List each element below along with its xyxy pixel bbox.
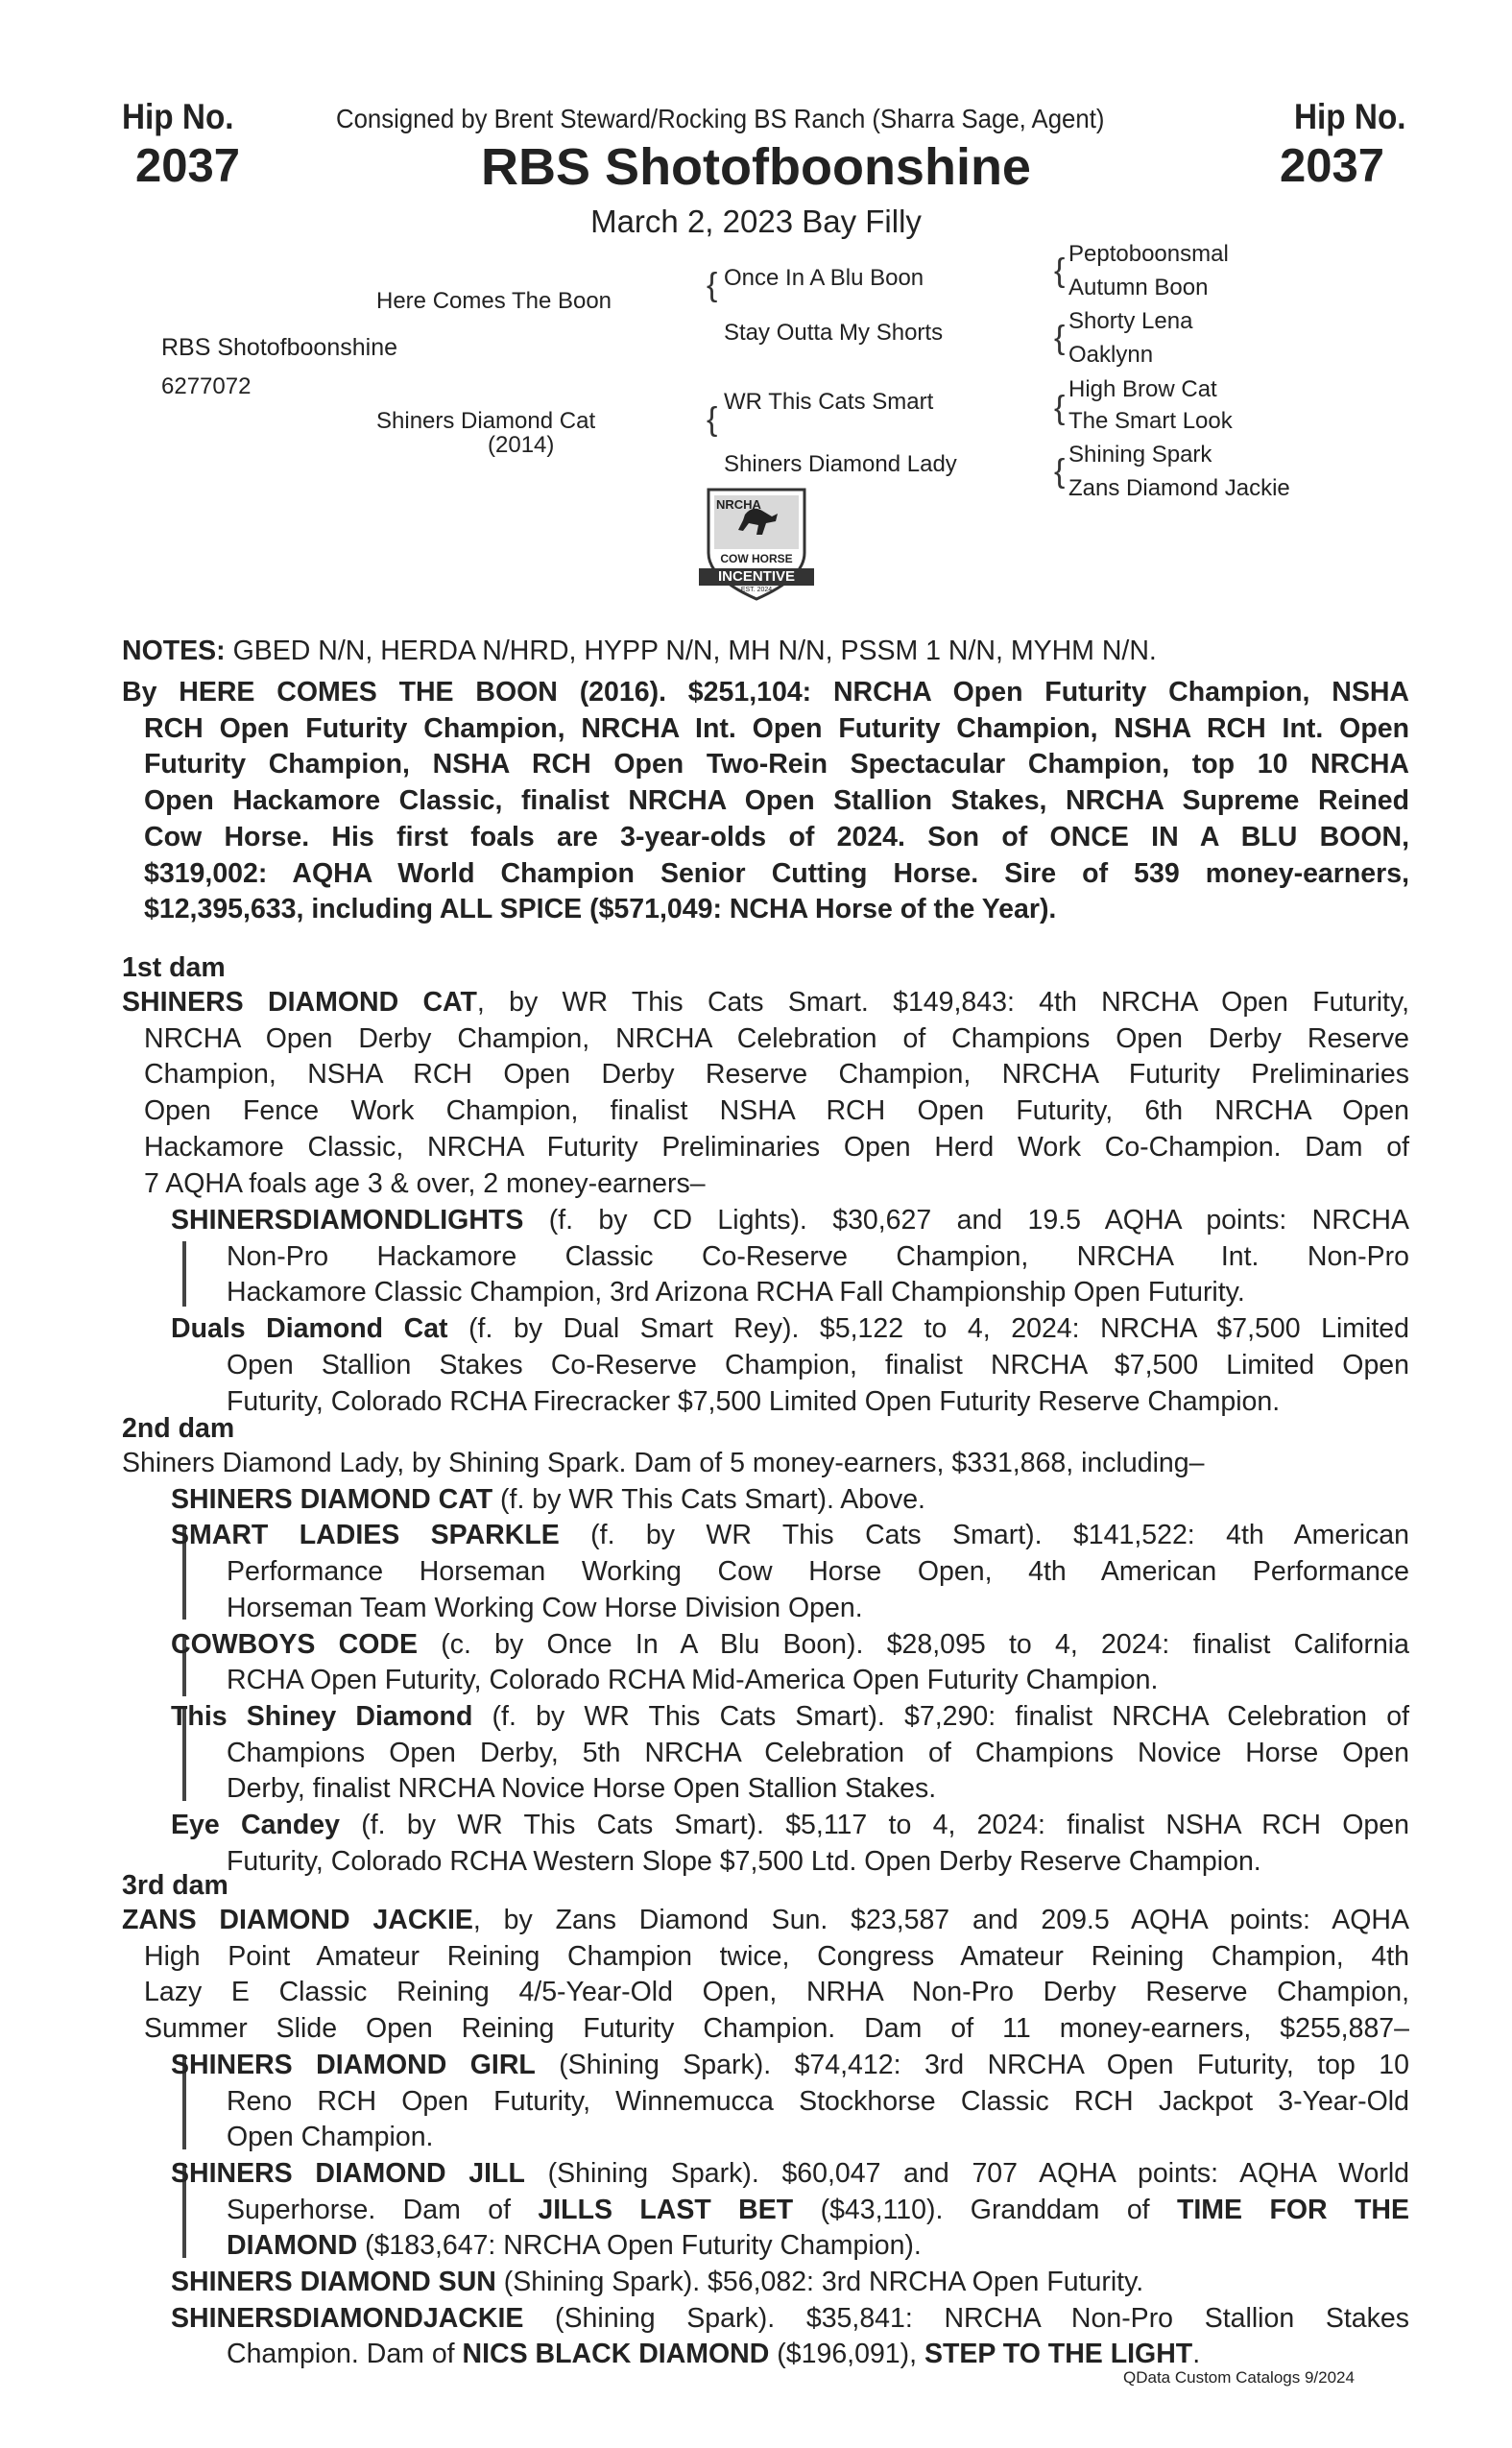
brace-g4: { bbox=[1054, 453, 1066, 490]
bold-text: Duals Diamond Cat bbox=[171, 1313, 448, 1345]
bold-text: SHINERS DIAMOND JILL bbox=[171, 2157, 525, 2189]
bold-text: SHINERS DIAMOND CAT bbox=[171, 1483, 493, 1515]
dam1-heading: 1st dam bbox=[122, 952, 226, 983]
text-run: ($183,647: NRCHA Open Futurity Champion). bbox=[357, 2230, 922, 2262]
bold-text: SMART LADIES SPARKLE bbox=[171, 1520, 560, 1551]
brace-dam: { bbox=[707, 401, 718, 438]
text-run: (Shining Spark). $35,841: NRCHA Non-Pro Stallion Stakes bbox=[523, 2302, 1409, 2334]
produce-line bbox=[171, 1484, 1409, 1516]
text-run: (f. by CD Lights). $30,627 and 19.5 AQHA points: NRCHA bbox=[523, 1205, 1409, 1236]
produce-cont-line: Derby, finalist NRCHA Novice Horse Open Stallion Stakes. bbox=[227, 1773, 937, 1805]
bold-text: JILLS LAST BET bbox=[538, 2194, 794, 2225]
dam2-heading: 2nd dam bbox=[122, 1413, 235, 1444]
dam1-line: Champion, NSHA RCH Open Derby Reserve Champion, NRCHA Futurity Preliminaries bbox=[144, 1059, 1409, 1091]
pedigree-dam-dam: Shiners Diamond Lady bbox=[724, 451, 957, 477]
sire-line: RCH Open Futurity Champion, NRCHA Int. Open Futurity Champion, NSHA RCH Int. Open bbox=[144, 712, 1409, 744]
sire-line: Futurity Champion, NSHA RCH Open Two-Rein Spectacular Champion, top 10 NRCHA bbox=[144, 749, 1409, 780]
text-run: (f. by WR This Cats Smart). Above. bbox=[492, 1483, 925, 1515]
dam2-intro: Shiners Diamond Lady, by Shining Spark. Dam of 5 money-earners, $331,868, including– bbox=[122, 1448, 1205, 1478]
sire-line: Open Hackamore Classic, finalist NRCHA Open Stallion Stakes, NRCHA Supreme Reined bbox=[144, 785, 1409, 817]
produce-line bbox=[171, 1629, 1409, 1661]
text-run: ($43,110). Granddam of bbox=[793, 2194, 1177, 2225]
produce-line bbox=[171, 1520, 1409, 1551]
brace-g1: { bbox=[1054, 252, 1066, 289]
bold-text: This Shiney Diamond bbox=[171, 1700, 473, 1732]
pedigree-dam: Shiners Diamond Cat bbox=[376, 408, 596, 434]
dam1-line bbox=[122, 987, 1409, 1019]
hip-label-right: Hip No. bbox=[1294, 97, 1406, 136]
dam1-line: NRCHA Open Derby Champion, NRCHA Celebration of Champions Open Derby Reserve bbox=[144, 1022, 1409, 1054]
badge-line2: INCENTIVE bbox=[717, 568, 795, 585]
badge-line3: EST. 2024 bbox=[740, 587, 773, 593]
produce-bar bbox=[182, 1241, 186, 1307]
bold-text: ZANS DIAMOND JACKIE bbox=[122, 1905, 473, 1935]
bold-text: DIAMOND bbox=[227, 2230, 358, 2262]
produce-cont-line bbox=[227, 2195, 1409, 2226]
produce-line bbox=[171, 2303, 1409, 2335]
text-run: (Shining Spark). $74,412: 3rd NRCHA Open Futurity, top 10 bbox=[535, 2049, 1409, 2080]
notes-text: GBED N/N, HERDA N/HRD, HYPP N/N, MH N/N, PSSM 1 N/N, MYHM N/N. bbox=[225, 636, 1157, 666]
pedigree-g7: Shining Spark bbox=[1068, 442, 1212, 468]
horse-name: RBS Shotofboonshine bbox=[481, 138, 1031, 196]
badge-line1: COW HORSE bbox=[720, 552, 793, 565]
pedigree-g6: The Smart Look bbox=[1068, 408, 1233, 434]
dam1-line: Open Fence Work Champion, finalist NSHA RCH Open Futurity, 6th NRCHA Open bbox=[144, 1095, 1409, 1127]
produce-line bbox=[171, 2050, 1409, 2081]
dam3-line: High Point Amateur Reining Champion twice, Congress Amateur Reining Champion, 4th bbox=[144, 1940, 1409, 1972]
pedigree-g5: High Brow Cat bbox=[1068, 376, 1217, 402]
produce-line bbox=[171, 2267, 1409, 2298]
footer-credit: QData Custom Catalogs 9/2024 bbox=[1123, 2368, 1355, 2387]
bold-text: STEP TO THE LIGHT bbox=[924, 2339, 1193, 2370]
hip-number-left: 2037 bbox=[135, 140, 241, 192]
pedigree-sire-dam: Stay Outta My Shorts bbox=[724, 320, 944, 346]
produce-cont-line: Futurity, Colorado RCHA Western Slope $7,500 Ltd. Open Derby Reserve Champion. bbox=[227, 1845, 1261, 1877]
produce-cont-line: Open Stallion Stakes Co-Reserve Champion, finalist NRCHA $7,500 Limited Open bbox=[227, 1349, 1409, 1380]
pedigree-sire-sire: Once In A Blu Boon bbox=[724, 265, 924, 291]
text-run: , by WR This Cats Smart. $149,843: 4th NRCHA Open Futurity, bbox=[476, 987, 1410, 1018]
text-run: . bbox=[1192, 2339, 1201, 2370]
pedigree-g4: Oaklynn bbox=[1068, 342, 1154, 368]
text-run: ($196,091), bbox=[769, 2339, 924, 2370]
sire-line: Cow Horse. His first foals are 3-year-olds of 2024. Son of ONCE IN A BLU BOON, bbox=[144, 821, 1409, 852]
bold-text: SHINERSDIAMONDLIGHTS bbox=[171, 1205, 524, 1236]
produce-line bbox=[171, 1313, 1409, 1345]
bold-text: SHINERS DIAMOND GIRL bbox=[171, 2049, 536, 2080]
dam1-line: Hackamore Classic, NRCHA Futurity Preliminaries Open Herd Work Co-Champion. Dam of bbox=[144, 1131, 1409, 1163]
bold-text: COWBOYS CODE bbox=[171, 1628, 419, 1660]
dam1-line: 7 AQHA foals age 3 & over, 2 money-earners– bbox=[144, 1167, 706, 1199]
dam3-line: Lazy E Classic Reining 4/5-Year-Old Open, NRHA Non-Pro Derby Reserve Champion, bbox=[144, 1977, 1409, 2008]
produce-cont-line: Futurity, Colorado RCHA Firecracker $7,500 Limited Open Futurity Reserve Champion. bbox=[227, 1385, 1281, 1417]
text-run: (f. by WR This Cats Smart). $141,522: 4th American bbox=[559, 1520, 1409, 1551]
sire-line: $319,002: AQHA World Champion Senior Cutting Horse. Sire of 539 money-earners, bbox=[144, 857, 1409, 889]
birth-info: March 2, 2023 Bay Filly bbox=[590, 204, 922, 239]
produce-cont-line: Reno RCH Open Futurity, Winnemucca Stockhorse Classic RCH Jackpot 3-Year-Old bbox=[227, 2085, 1409, 2117]
produce-cont-line: Performance Horseman Working Cow Horse Open, 4th American Performance bbox=[227, 1556, 1409, 1588]
dam3-line: Summer Slide Open Reining Futurity Champion. Dam of 11 money-earners, $255,887– bbox=[144, 2013, 1409, 2045]
brace-sire: { bbox=[707, 267, 718, 303]
sire-line: By HERE COMES THE BOON (2016). $251,104: NRCHA Open Futurity Champion, NSHA bbox=[122, 677, 1409, 708]
pedigree-subject: RBS Shotofboonshine bbox=[161, 334, 398, 361]
produce-cont-line: Hackamore Classic Champion, 3rd Arizona RCHA Fall Championship Open Futurity. bbox=[227, 1277, 1245, 1308]
produce-line bbox=[171, 1810, 1409, 1841]
text-run: (f. by WR This Cats Smart). $7,290: finalist NRCHA Celebration of bbox=[472, 1700, 1409, 1732]
pedigree-g1: Peptoboonsmal bbox=[1068, 241, 1229, 267]
produce-cont-line: Non-Pro Hackamore Classic Co-Reserve Champion, NRCHA Int. Non-Pro bbox=[227, 1240, 1409, 1272]
bold-text: Eye Candey bbox=[171, 1810, 340, 1840]
produce-line bbox=[171, 2158, 1409, 2190]
produce-cont-line bbox=[227, 2339, 1409, 2370]
sire-line: $12,395,633, including ALL SPICE ($571,049: NCHA Horse of the Year). bbox=[144, 894, 1057, 925]
pedigree-g3: Shorty Lena bbox=[1068, 308, 1193, 334]
notes bbox=[122, 636, 1157, 667]
produce-cont-line: RCHA Open Futurity, Colorado RCHA Mid-America Open Futurity Champion. bbox=[227, 1665, 1159, 1696]
text-run: (Shining Spark). $60,047 and 707 AQHA points: AQHA World bbox=[524, 2157, 1409, 2189]
text-run: Champion. Dam of bbox=[227, 2339, 463, 2370]
hip-number-right: 2037 bbox=[1280, 140, 1385, 192]
consignor: Consigned by Brent Steward/Rocking BS Ranch (Sharra Sage, Agent) bbox=[336, 104, 1105, 133]
pedigree-g8: Zans Diamond Jackie bbox=[1068, 475, 1290, 501]
dam3-line bbox=[122, 1905, 1409, 1936]
produce-cont-line: Horseman Team Working Cow Horse Division Open. bbox=[227, 1592, 863, 1623]
text-run: Superhorse. Dam of bbox=[227, 2194, 539, 2225]
badge-top-text: NRCHA bbox=[716, 497, 761, 512]
pedigree-dam-sire: WR This Cats Smart bbox=[724, 389, 934, 415]
dam3-heading: 3rd dam bbox=[122, 1870, 228, 1901]
bold-text: SHINERSDIAMONDJACKIE bbox=[171, 2302, 524, 2334]
produce-line bbox=[171, 1205, 1409, 1236]
produce-line bbox=[171, 1701, 1409, 1733]
text-run: (Shining Spark). $56,082: 3rd NRCHA Open Futurity. bbox=[495, 2267, 1144, 2297]
bold-text: SHINERS DIAMOND SUN bbox=[171, 2267, 496, 2297]
bold-text: TIME FOR THE bbox=[1176, 2194, 1410, 2225]
bold-text: NICS BLACK DIAMOND bbox=[462, 2339, 770, 2370]
text-run: (c. by Once In A Blu Boon). $28,095 to 4, 2024: finalist California bbox=[418, 1628, 1409, 1660]
hip-label-left: Hip No. bbox=[122, 97, 234, 136]
produce-cont-line: Open Champion. bbox=[227, 2122, 434, 2153]
produce-cont-line bbox=[227, 2230, 1409, 2262]
text-run: , by Zans Diamond Sun. $23,587 and 209.5 AQHA points: AQHA bbox=[472, 1905, 1409, 1935]
brace-g2: { bbox=[1054, 320, 1066, 356]
text-run: (f. by Dual Smart Rey). $5,122 to 4, 2024: NRCHA $7,500 Limited bbox=[447, 1313, 1409, 1345]
bold-text: SHINERS DIAMOND CAT bbox=[122, 987, 477, 1018]
pedigree-sire: Here Comes The Boon bbox=[376, 288, 612, 314]
nrcha-incentive-badge bbox=[695, 486, 818, 603]
produce-cont-line: Champions Open Derby, 5th NRCHA Celebration of Champions Novice Horse Open bbox=[227, 1737, 1409, 1768]
registration-number: 6277072 bbox=[161, 373, 252, 399]
brace-g3: { bbox=[1054, 390, 1066, 426]
notes-label: NOTES: bbox=[122, 636, 226, 666]
pedigree-g2: Autumn Boon bbox=[1068, 275, 1209, 300]
pedigree-dam-year: (2014) bbox=[488, 432, 555, 458]
text-run: (f. by WR This Cats Smart). $5,117 to 4, 2024: finalist NSHA RCH Open bbox=[339, 1810, 1409, 1840]
